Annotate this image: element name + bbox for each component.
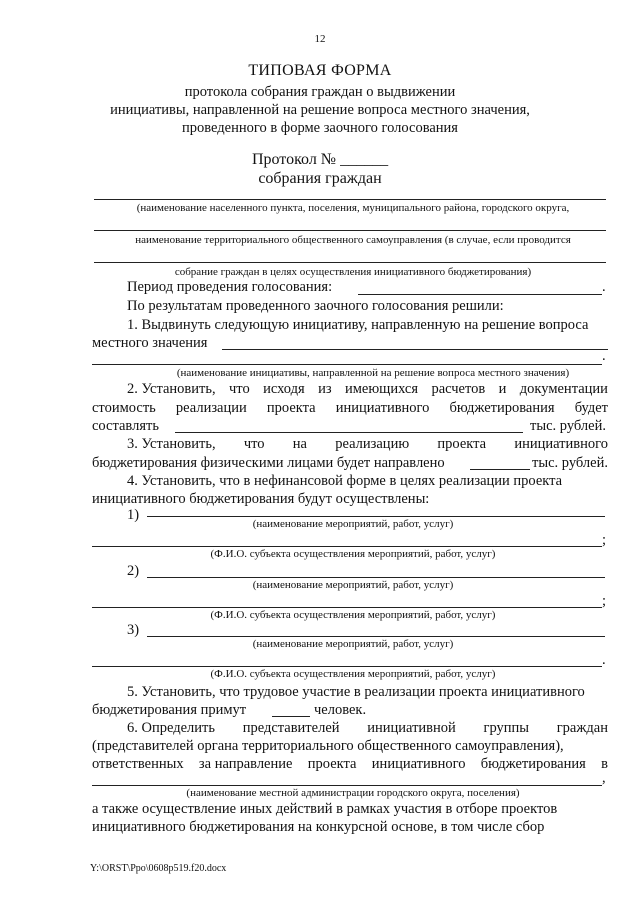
voting-period-label: Период проведения голосования: — [127, 279, 333, 295]
tos-caption: наименование территориального общественного самоуправления (в случае, если проводится — [135, 234, 571, 246]
subject-3-field[interactable] — [92, 666, 602, 667]
subtitle-line: протокола собрания граждан о выдвижении — [184, 84, 456, 100]
subtitle-line: проведенного в форме заочного голосования — [182, 120, 458, 136]
item6-line-1: 6. Определить представителей инициативной группы граждан — [127, 720, 608, 736]
administration-field[interactable] — [92, 785, 602, 786]
activity-1-caption: (наименование мероприятий, работ, услуг) — [252, 518, 454, 530]
activity-3-number: 3) — [127, 622, 140, 638]
protocol-number: Протокол № ______ — [251, 151, 389, 168]
subject-1-caption: (Ф.И.О. субъекта осуществления мероприятий, работ, услуг) — [210, 548, 496, 560]
initiative-field-2[interactable] — [92, 364, 602, 365]
form-subtitle — [60, 83, 580, 137]
item3-unit: тыс. рублей. — [532, 455, 608, 471]
subtitle-line: инициативы, направленной на решение вопроса местного значения, — [110, 102, 530, 118]
activity-1-number: 1) — [127, 507, 140, 523]
results-line: По результатам проведенного заочного голосования решили: — [127, 298, 504, 314]
administration-comma: , — [602, 770, 606, 786]
item3-text-cont: бюджетирования физическими лицами будет направлено — [92, 455, 445, 471]
subject-1-semicolon: ; — [602, 532, 607, 548]
activity-2-number: 2) — [127, 563, 140, 579]
project-cost-field[interactable] — [175, 432, 523, 433]
tail-line-2: инициативного бюджетирования на конкурсной основе, в том числе сбор — [92, 819, 545, 835]
subject-2-semicolon: ; — [602, 593, 607, 609]
settlement-line[interactable] — [94, 199, 606, 200]
purpose-caption: собрание граждан в целях осуществления инициативного бюджетирования) — [174, 266, 532, 278]
labor-participants-field[interactable] — [272, 716, 310, 717]
activity-1-field[interactable] — [147, 516, 605, 517]
activity-3-field[interactable] — [147, 636, 605, 637]
protocol-heading — [60, 150, 580, 188]
item5-unit: человек. — [314, 702, 367, 718]
item4-text-cont: инициативного бюджетирования будут осуществлены: — [92, 491, 430, 507]
subject-3-caption: (Ф.И.О. субъекта осуществления мероприятий, работ, услуг) — [210, 668, 496, 680]
protocol-subheading: собрания граждан — [258, 170, 382, 187]
subject-3-dot: . — [602, 652, 606, 668]
subject-1-field[interactable] — [92, 546, 602, 547]
period-dot: . — [602, 279, 606, 295]
initiative-field[interactable] — [222, 349, 608, 350]
item4-text: 4. Установить, что в нефинансовой форме в целях реализации проекта — [127, 473, 563, 489]
file-path-footer: Y:\ORST\Ppo\0608p519.f20.docx — [90, 863, 227, 874]
activity-3-caption: (наименование мероприятий, работ, услуг) — [252, 638, 454, 650]
tail-line-1: а также осуществление иных действий в рамках участия в отборе проектов — [92, 801, 558, 817]
item2-line-1: 2. Установить, что исходя из имеющихся расчетов и документации — [127, 381, 608, 397]
tos-line[interactable] — [94, 230, 606, 231]
item1-text: 1. Выдвинуть следующую инициативу, направленную на решение вопроса — [127, 317, 589, 333]
subject-2-field[interactable] — [92, 607, 602, 608]
initiative-caption: (наименование инициативы, направленной на решение вопроса местного значения) — [176, 367, 570, 379]
settlement-caption: (наименование населенного пункта, поселения, муниципального района, городского округа, — [136, 202, 570, 214]
item6-line-2: (представителей органа территориального общественного самоуправления), — [92, 738, 564, 754]
page-number: 12 — [314, 33, 326, 45]
individuals-amount-field[interactable] — [470, 469, 530, 470]
item5-text: 5. Установить, что трудовое участие в реализации проекта инициативного — [127, 684, 585, 700]
subject-2-caption: (Ф.И.О. субъекта осуществления мероприятий, работ, услуг) — [210, 609, 496, 621]
form-title: ТИПОВАЯ ФОРМА — [248, 62, 392, 79]
activity-2-field[interactable] — [147, 577, 605, 578]
item1-text-cont: местного значения — [92, 335, 208, 351]
voting-period-field[interactable] — [358, 294, 602, 295]
purpose-line[interactable] — [94, 262, 606, 263]
item3-line-1: 3. Установить, что на реализацию проекта инициативного — [127, 436, 608, 452]
item2-line-2: стоимость реализации проекта инициативного бюджетирования будет — [92, 400, 608, 416]
item2-cost-unit: тыс. рублей. — [530, 418, 606, 434]
item6-line-3: ответственных за направление проекта инициативного бюджетирования в — [92, 756, 608, 772]
item2-cost-label: составлять — [92, 418, 159, 434]
activity-2-caption: (наименование мероприятий, работ, услуг) — [252, 579, 454, 591]
item5-text-cont: бюджетирования примут — [92, 702, 247, 718]
initiative-dot: . — [602, 348, 606, 364]
administration-caption: (наименование местной администрации городского округа, поселения) — [186, 787, 520, 799]
